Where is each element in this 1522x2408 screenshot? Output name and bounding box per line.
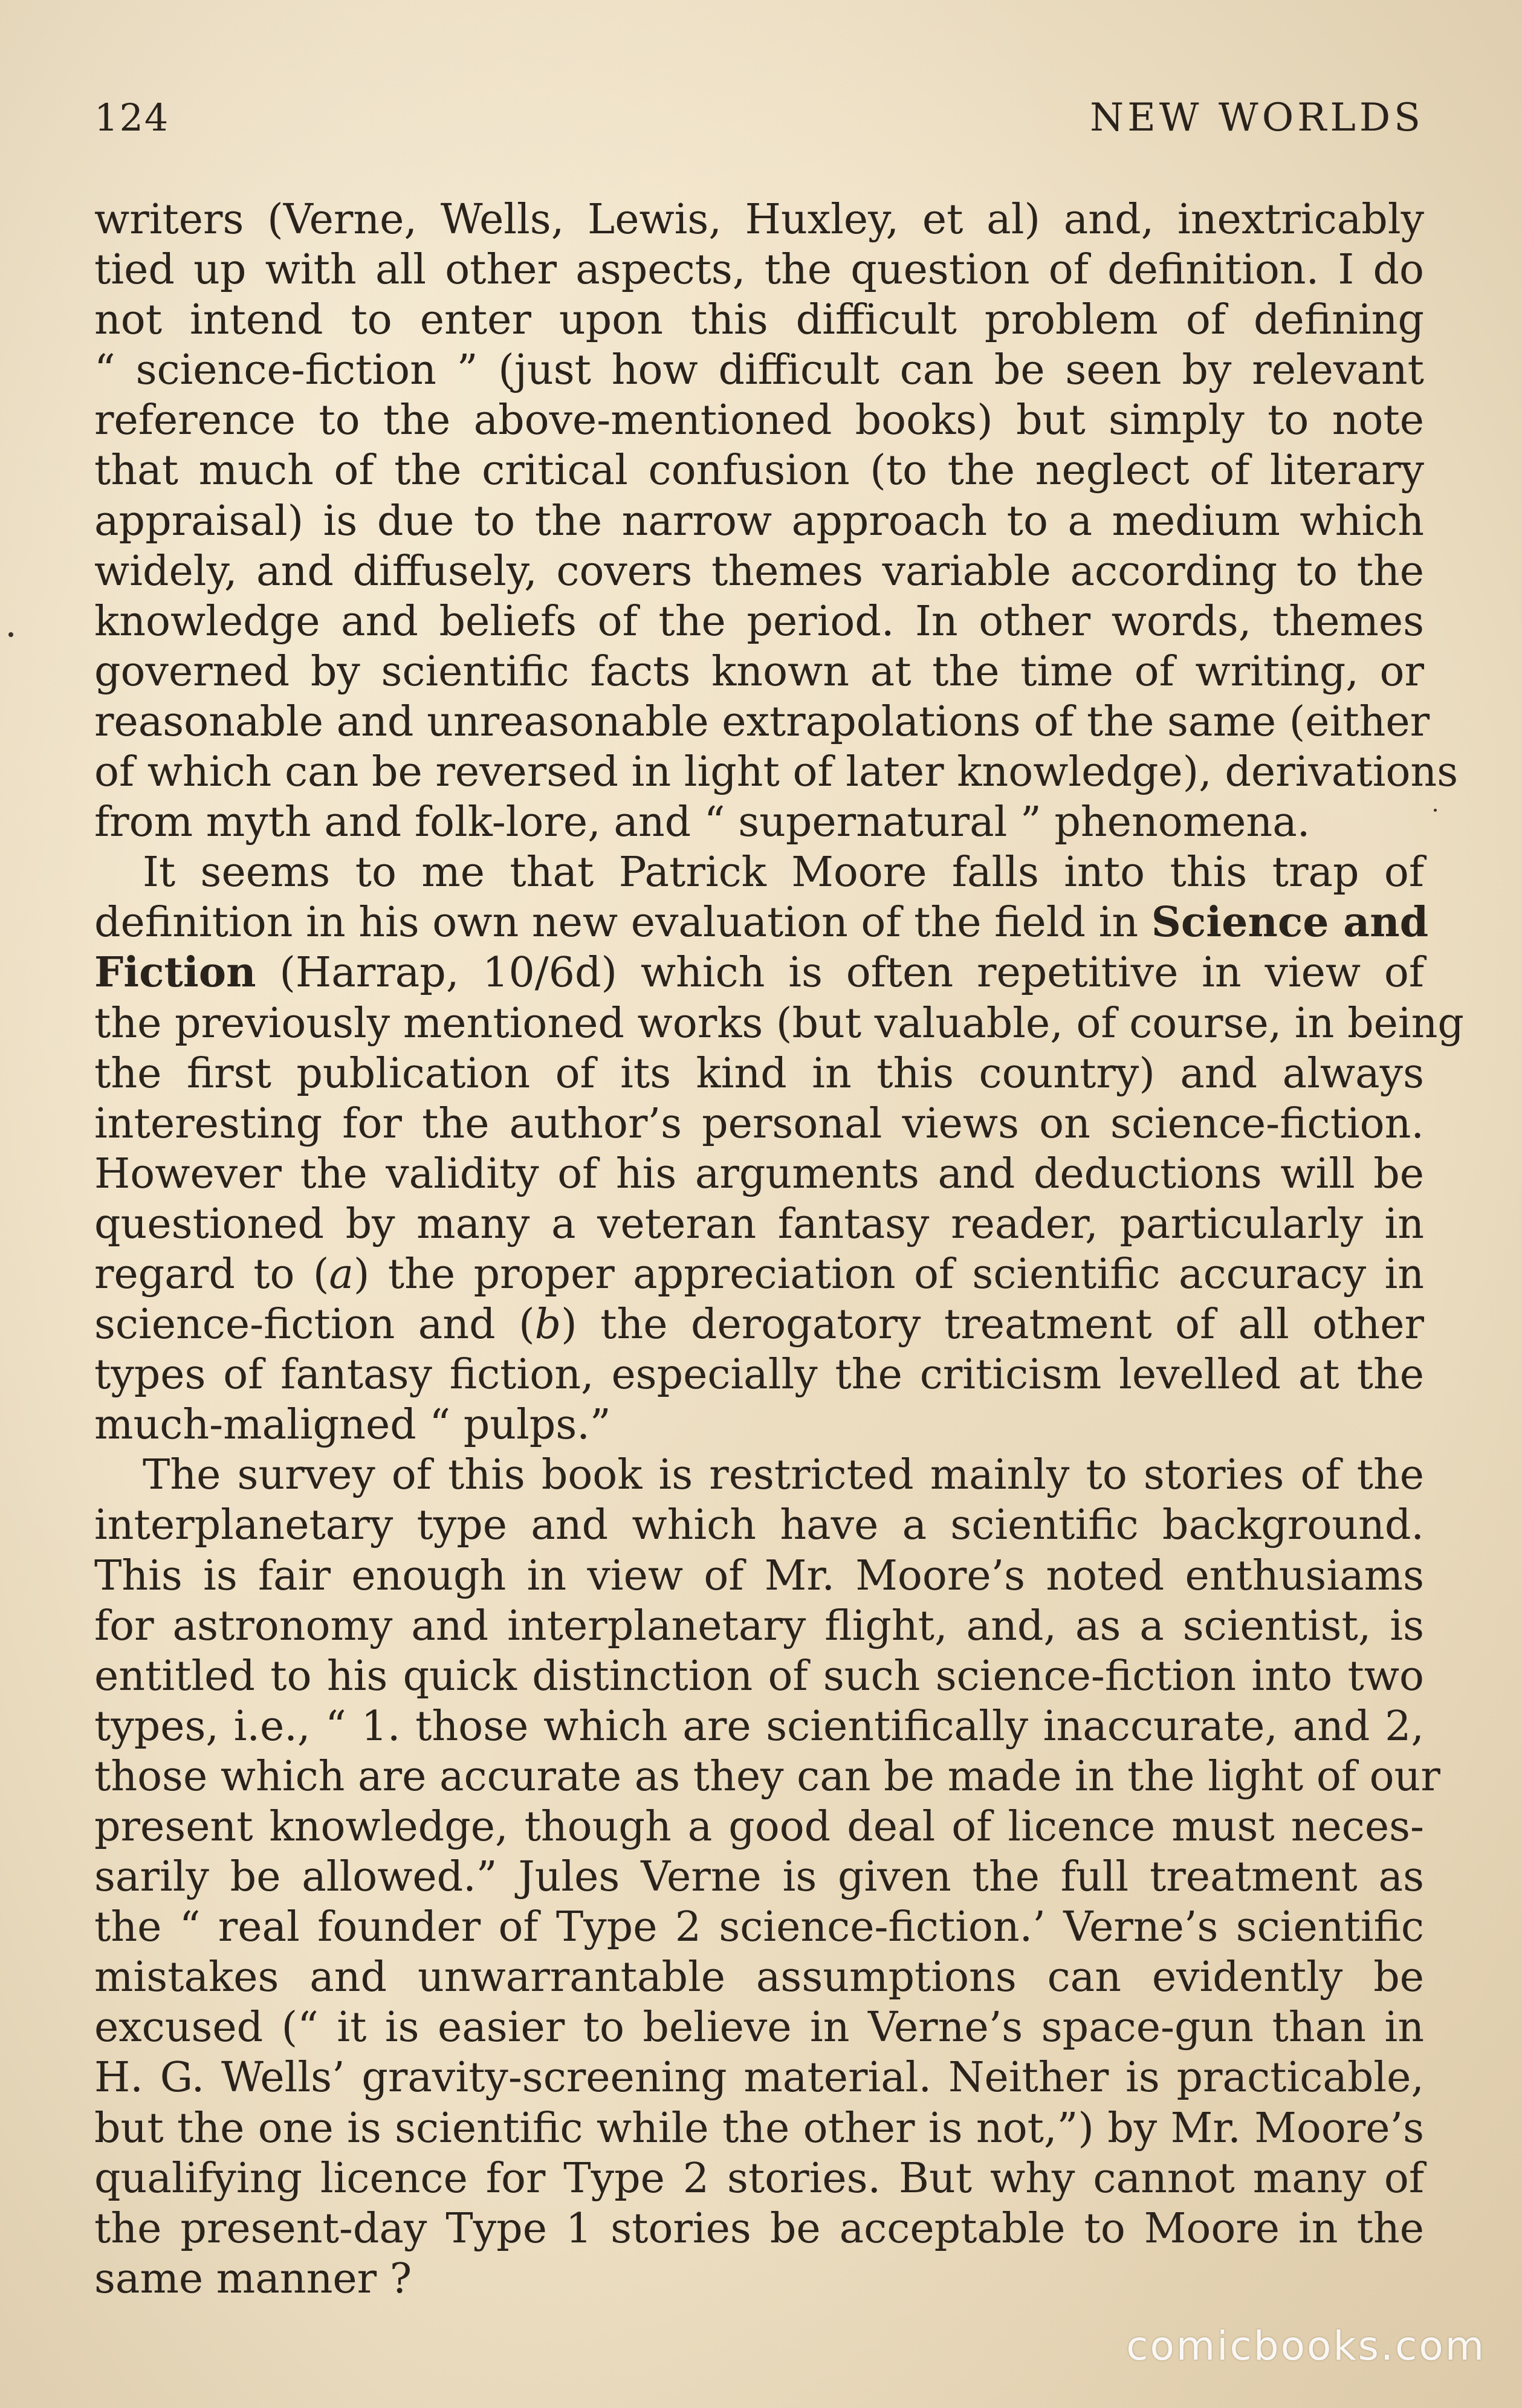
text-line: widely, and diffusely, covers themes variable according to the	[94, 547, 1424, 595]
text-line: the present-day Type 1 stories be acceptable to Moore in the	[94, 2204, 1424, 2253]
text-line: “ science-fiction ” (just how difficult can be seen by relevant	[94, 346, 1424, 395]
text-line: science-fiction and (b) the derogatory treatment of all other	[94, 1301, 1424, 1349]
ink-speck	[8, 632, 13, 637]
text-line: present knowledge, though a good deal of licence must neces-	[94, 1803, 1424, 1851]
text-line: qualifying licence for Type 2 stories. But why cannot many of	[94, 2154, 1424, 2202]
text-line: much-maligned “ pulps.”	[94, 1401, 611, 1449]
text-line: of which can be reversed in light of later knowledge), derivations	[94, 748, 1459, 797]
text-line: the first publication of its kind in this country) and always	[94, 1049, 1424, 1098]
text-line: appraisal) is due to the narrow approach to a medium which	[94, 497, 1424, 545]
text-line: the “ real founder of Type 2 science-fiction.’ Verne’s scientific	[94, 1903, 1424, 1952]
text-line: that much of the critical confusion (to the neglect of literary	[94, 447, 1424, 495]
page-header	[94, 89, 1424, 156]
watermark: comicbooks.com	[1126, 2323, 1486, 2369]
text-line: reference to the above-mentioned books) but simply to note	[94, 396, 1424, 445]
text-line: excused (“ it is easier to believe in Verne’s space-gun than in	[94, 2004, 1424, 2052]
text-line: types, i.e., “ 1. those which are scientifically inaccurate, and 2,	[94, 1702, 1424, 1750]
text-line: interplanetary type and which have a scientific background.	[94, 1501, 1424, 1550]
text-line: not intend to enter upon this difficult problem of defining	[94, 296, 1424, 345]
text-line: definition in his own new evaluation of the field in Science and	[94, 898, 1429, 947]
running-head: NEW WORLDS	[1090, 95, 1424, 140]
text-line: for astronomy and interplanetary flight, and, as a scientist, is	[94, 1602, 1424, 1650]
body-text	[94, 195, 1464, 2304]
text-line: regard to (a) the proper appreciation of scientific accuracy in	[94, 1250, 1424, 1298]
text-line: knowledge and beliefs of the period. In other words, themes	[94, 597, 1424, 646]
text-line: sarily be allowed.” Jules Verne is given the full treatment as	[94, 1853, 1424, 1901]
ink-speck	[1434, 809, 1437, 812]
text-line: governed by scientific facts known at the time of writing, or	[94, 647, 1424, 696]
text-line: Fiction (Harrap, 10/6d) which is often repetitive in view of	[94, 948, 1424, 997]
text-line: It seems to me that Patrick Moore falls into this trap of	[143, 849, 1424, 897]
text-line: reasonable and unreasonable extrapolations of the same (either	[94, 697, 1430, 746]
text-line: H. G. Wells’ gravity-screening material. Neither is practicable,	[94, 2054, 1424, 2102]
paragraph	[94, 195, 1459, 847]
text-line: writers (Verne, Wells, Lewis, Huxley, et al) and, inextricably	[94, 196, 1424, 244]
text-line: This is fair enough in view of Mr. Moore’s noted enthusiams	[94, 1552, 1424, 1600]
text-line: tied up with all other aspects, the question of definition. I do	[94, 246, 1424, 294]
page-number: 124	[94, 95, 170, 140]
text-line: mistakes and unwarrantable assumptions can evidently be	[94, 1953, 1424, 2002]
text-line: those which are accurate as they can be made in the light of our	[94, 1752, 1440, 1801]
text-line: types of fantasy fiction, especially the criticism levelled at the	[94, 1351, 1424, 1399]
text-line: However the validity of his arguments and deductions will be	[94, 1150, 1424, 1198]
text-line: interesting for the author’s personal views on science-fiction.	[94, 1099, 1424, 1148]
text-line: but the one is scientific while the other is not,”) by Mr. Moore’s	[94, 2104, 1424, 2152]
paragraph	[94, 847, 1464, 1450]
text-line: same manner ?	[94, 2254, 412, 2303]
text-line: The survey of this book is restricted mainly to stories of the	[143, 1451, 1424, 1500]
text-line: the previously mentioned works (but valuable, of course, in being	[94, 999, 1464, 1047]
text-line: from myth and folk-lore, and “ supernatural ” phenomena.	[94, 798, 1310, 847]
text-line: entitled to his quick distinction of such science-fiction into two	[94, 1652, 1424, 1700]
text-line: questioned by many a veteran fantasy reader, particularly in	[94, 1200, 1424, 1248]
paragraph	[94, 1450, 1440, 2304]
